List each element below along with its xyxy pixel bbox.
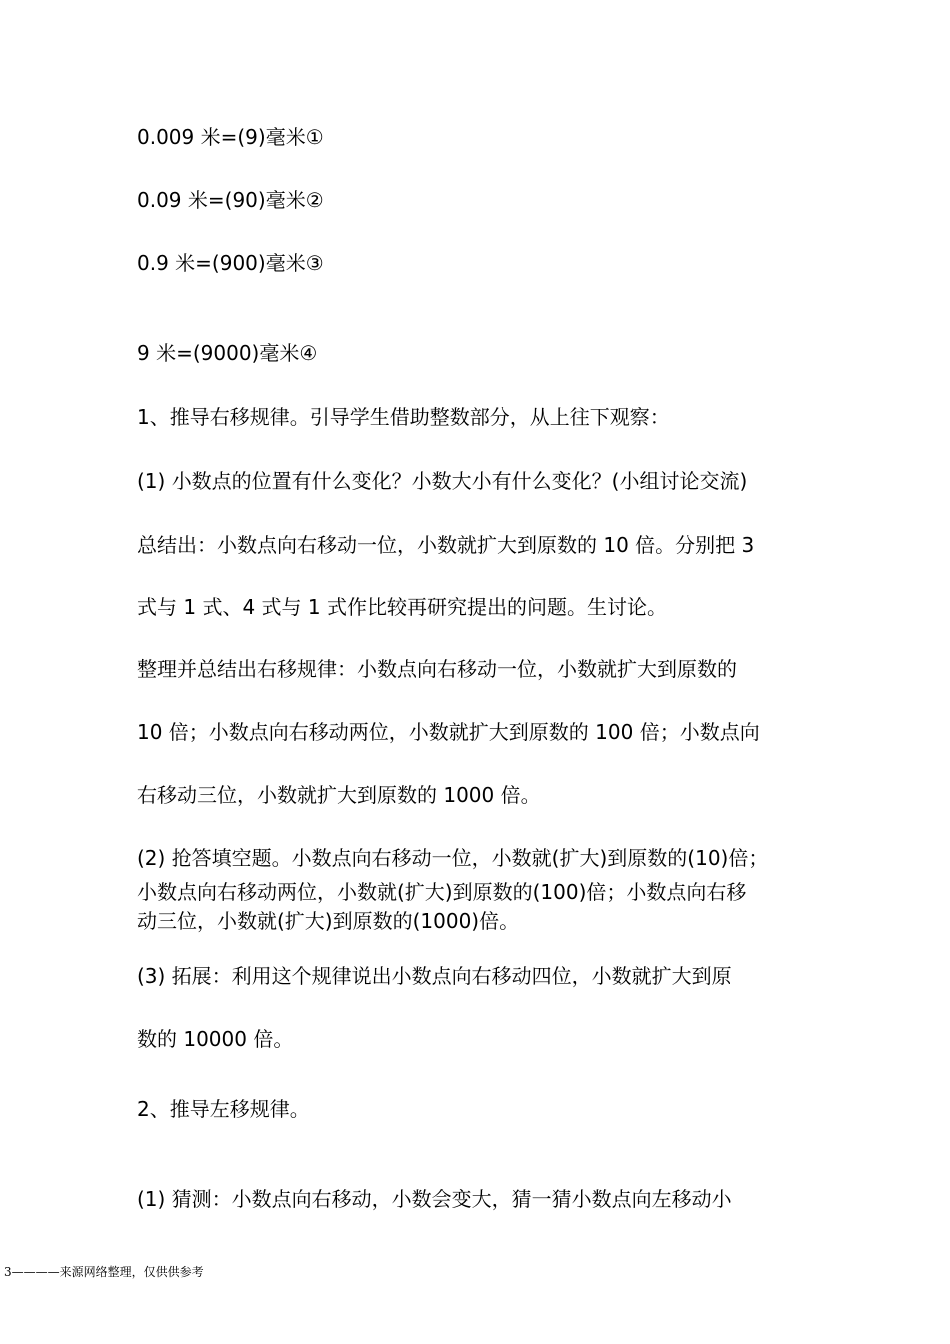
text-line-4: 9 米=(9000)毫米④ bbox=[137, 341, 318, 365]
page-footer: 3————来源网络整理，仅供供参考 bbox=[4, 1265, 204, 1279]
text-line-12: (2) 抢答填空题。小数点向右移动一位，小数就(扩大)到原数的(10)倍； bbox=[137, 846, 769, 870]
text-line-2: 0.09 米=(90)毫米② bbox=[137, 188, 324, 212]
text-line-17: 2、推导左移规律。 bbox=[137, 1097, 310, 1121]
text-line-7: 总结出：小数点向右移动一位，小数就扩大到原数的 10 倍。分别把 3 bbox=[137, 533, 755, 557]
text-line-10: 10 倍；小数点向右移动两位，小数就扩大到原数的 100 倍；小数点向 bbox=[137, 720, 760, 744]
text-line-16: 数的 10000 倍。 bbox=[137, 1027, 294, 1051]
text-line-5: 1、推导右移规律。引导学生借助整数部分，从上往下观察： bbox=[137, 405, 670, 429]
text-line-14: 动三位，小数就(扩大)到原数的(1000)倍。 bbox=[137, 909, 520, 933]
text-line-6: (1) 小数点的位置有什么变化？小数大小有什么变化？(小组讨论交流) bbox=[137, 469, 748, 493]
text-line-11: 右移动三位，小数就扩大到原数的 1000 倍。 bbox=[137, 783, 541, 807]
text-line-3: 0.9 米=(900)毫米③ bbox=[137, 251, 324, 275]
text-line-8: 式与 1 式、4 式与 1 式作比较再研究提出的问题。生讨论。 bbox=[137, 595, 667, 619]
text-line-9: 整理并总结出右移规律：小数点向右移动一位，小数就扩大到原数的 bbox=[137, 657, 737, 681]
text-line-15: (3) 拓展：利用这个规律说出小数点向右移动四位，小数就扩大到原 bbox=[137, 964, 732, 988]
text-line-18: (1) 猜测：小数点向右移动，小数会变大，猜一猜小数点向左移动小 bbox=[137, 1187, 732, 1211]
text-line-1: 0.009 米=(9)毫米① bbox=[137, 125, 324, 149]
text-line-13: 小数点向右移动两位，小数就(扩大)到原数的(100)倍；小数点向右移 bbox=[137, 880, 747, 904]
